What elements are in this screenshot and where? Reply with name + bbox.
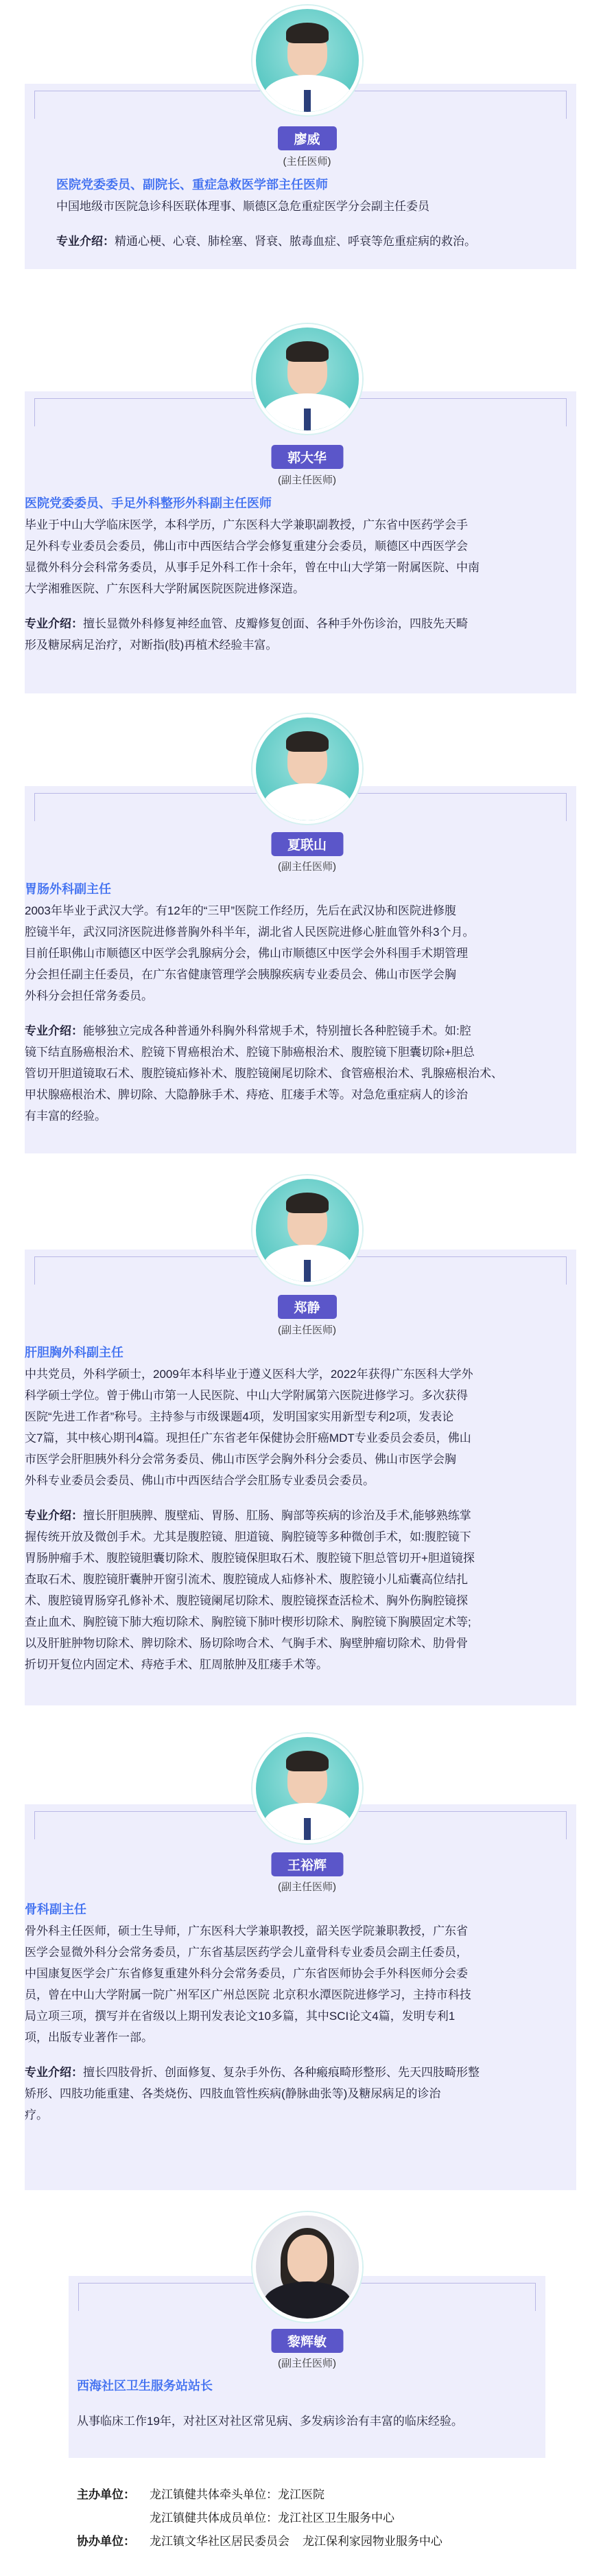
doctor-title: 医院党委委员、手足外科整形外科副主任医师 (25, 496, 272, 510)
doctor-intro-line: 专业介绍：能够独立完成各种普通外科胸外科常规手术，特别擅长各种腔镜手术。如:腔 (25, 1024, 471, 1037)
doctor-desc-line: 中共党员，外科学硕士，2009年本科毕业于遵义医科大学，2022年获得广东医科大学外 (25, 1368, 473, 1381)
doctor-photo (252, 714, 362, 824)
intro-label: 专业介绍： (25, 2066, 83, 2079)
doctor-intro-line: 专业介绍：擅长四肢骨折、创面修复、复杂手外伤、各种瘢痕畸形整形、先天四肢畸形整 (25, 2066, 480, 2079)
doctor-name-badge: 夏联山 (271, 832, 343, 856)
doctor-intro: 专业介绍：精通心梗、心衰、肺栓塞、肾衰、脓毒血症、呼衰等危重症病的救治。 (56, 235, 476, 248)
doctor-intro-line: 胃肠肿瘤手术、腹腔镜胆囊切除术、腹腔镜保胆取石术、腹腔镜下胆总管切开+胆道镜探 (25, 1552, 475, 1565)
doctor-role: (副主任医师) (278, 1324, 336, 1336)
doctor-desc-line: 中国康复医学会广东省修复重建外科分会常务委员，广东省医师协会手外科医师分会委 (25, 1967, 468, 1980)
doctor-intro-line: 甲状腺癌根治术、脾切除、大隐静脉手术、痔疮、肛瘘手术等。对急危重症病人的诊治 (25, 1088, 468, 1101)
doctor-intro-line: 折切开复位内固定术、痔疮手术、肛周脓肿及肛瘘手术等。 (25, 1658, 328, 1671)
intro-label: 专业介绍： (56, 235, 115, 248)
doctor-photo (252, 1734, 362, 1843)
doctor-photo (252, 2212, 362, 2322)
doctor-photo (252, 324, 362, 434)
doctor-content (25, 493, 589, 656)
doctor-desc-line: 腔镜半年，武汉同济医院进修普胸外科半年，湖北省人民医院进修心脏血管外科3个月。 (25, 925, 475, 939)
organizer-footer (77, 2483, 442, 2553)
doctor-intro-line: 专业介绍：擅长显微外科修复神经血管、皮瓣修复创面、各种手外伤诊治，四肢先天畸 (25, 617, 468, 630)
doctor-desc-line: 外科分会担任常务委员。 (25, 989, 153, 1002)
doctor-content (25, 1899, 589, 2126)
doctor-name-badge: 郑静 (277, 1295, 336, 1319)
doctor-desc-line: 大学湘雅医院、广东医科大学附属医院医院进修深造。 (25, 582, 305, 595)
doctor-desc-line: 目前任职佛山市顺德区中医学会乳腺病分会，佛山市顺德区中医学会外科围手术期管理 (25, 947, 468, 960)
doctor-desc-line: 毕业于中山大学临床医学，本科学历，广东医科大学兼职副教授，广东省中医药学会手 (25, 518, 468, 531)
doctor-desc-line: 骨外科主任医师，硕士生导师，广东医科大学兼职教授，韶关医学院兼职教授，广东省 (25, 1924, 468, 1937)
doctor-title: 肝胆胸外科副主任 (25, 1346, 123, 1359)
doctor-role: (副主任医师) (278, 1881, 336, 1893)
doctor-desc-line: 显微外科分会科常务委员，从事手足外科工作十余年，曾在中山大学第一附属医院、中南 (25, 561, 480, 574)
doctor-intro-line: 有丰富的经验。 (25, 1109, 106, 1123)
doctor-desc-line: 2003年毕业于武汉大学。有12年的“三甲”医院工作经历，先后在武汉协和医院进修腹 (25, 904, 457, 917)
doctor-title: 胃肠外科副主任 (25, 882, 111, 896)
doctor-intro-line: 术、腹腔镜胃肠穿孔修补术、腹腔镜阑尾切除术、腹腔镜探查活检术、胸外伤胸腔镜探 (25, 1594, 468, 1607)
doctor-photo (252, 1175, 362, 1285)
doctor-name-badge: 郭大华 (271, 445, 343, 469)
doctor-intro-line: 管切开胆道镜取石术、腹腔镜疝修补术、腹腔镜阑尾切除术、食管癌根治术、乳腺癌根治术、 (25, 1067, 503, 1080)
doctor-content (56, 174, 558, 252)
doctor-desc-line: 科学硕士学位。曾于佛山市第一人民医院、中山大学附属第六医院进修学习。多次获得 (25, 1389, 468, 1402)
co-line: 龙江镇文华社区居民委员会 龙江保利家园物业服务中心 (150, 2535, 442, 2548)
co-label: 协办单位： (77, 2535, 135, 2548)
doctor-desc-line: 外科专业委员会委员、佛山市中西医结合学会肛肠专业委员会委员。 (25, 1474, 375, 1487)
doctor-intro-line: 握传统开放及微创手术。尤其是腹腔镜、胆道镜、胸腔镜等多种微创手术，如:腹腔镜下 (25, 1530, 471, 1543)
doctor-desc-line: 项，出版专业著作一部。 (25, 2031, 153, 2044)
host-row-2 (77, 2507, 442, 2530)
doctor-intro-line: 矫形、四肢功能重建、各类烧伤、四肢血管性疾病(静脉曲张等)及糖尿病足的诊治 (25, 2087, 441, 2100)
doctor-intro-line: 查取石术、腹腔镜肝囊肿开窗引流术、腹腔镜成人疝修补术、腹腔镜小儿疝囊高位结扎 (25, 1573, 468, 1586)
doctor-title: 西海社区卫生服务站站长 (77, 2379, 213, 2393)
doctor-desc-line: 员，曾在中山大学附属一院广州军区广州总医院 北京积水潭医院进修学习，主持市科技 (25, 1988, 471, 2001)
doctor-role: (副主任医师) (278, 474, 336, 486)
doctor-intro-line: 镜下结直肠癌根治术、腔镜下胃癌根治术、腔镜下肺癌根治术、腹腔镜下胆囊切除+胆总 (25, 1046, 475, 1059)
doctor-role: (副主任医师) (278, 2358, 336, 2369)
doctor-role: (主任医师) (283, 156, 331, 168)
doctor-desc-line: 医学会显微外科分会常务委员，广东省基层医药学会儿童骨科专业委员会副主任委员， (25, 1946, 468, 1959)
doctor-intro-line: 以及肝脏肿物切除术、脾切除术、肠切除吻合术、气胸手术、胸壁肿瘤切除术、肋骨骨 (25, 1637, 468, 1650)
intro-label: 专业介绍： (25, 1509, 83, 1522)
doctor-desc-line: 从事临床工作19年，对社区对社区常见病、多发病诊治有丰富的临床经验。 (77, 2415, 463, 2428)
doctor-intro-line: 形及糖尿病足治疗，对断指(肢)再植术经验丰富。 (25, 639, 278, 652)
host-label: 主办单位： (77, 2488, 135, 2501)
intro-label: 专业介绍： (25, 1024, 83, 1037)
host-line: 龙江镇健共体牵头单位：龙江医院 (150, 2488, 324, 2501)
doctor-name-badge: 黎辉敏 (271, 2329, 343, 2353)
doctor-title: 骨科副主任 (25, 1902, 86, 1916)
doctor-content (25, 1342, 589, 1675)
doctor-desc-line: 医院“先进工作者”称号。主持参与市级课题4项，发明国家实用新型专利2项，发表论 (25, 1410, 454, 1423)
doctor-desc-line: 市医学会肝胆胰外科分会常务委员、佛山市医学会胸外科分会委员、佛山市医学会胸 (25, 1453, 456, 1466)
doctor-content (77, 2376, 545, 2432)
doctor-content (25, 879, 589, 1127)
doctor-role: (副主任医师) (278, 861, 336, 873)
doctor-desc: 中国地级市医院急诊科医联体理事、顺德区急危重症医学分会副主任委员 (56, 200, 429, 213)
co-row (77, 2530, 442, 2553)
doctor-title: 医院党委委员、副院长、重症急救医学部主任医师 (56, 178, 328, 192)
doctor-photo (252, 5, 362, 115)
doctor-intro-line: 查止血术、胸腔镜下肺大疱切除术、胸腔镜下肺叶楔形切除术、胸腔镜下胸膜固定术等; (25, 1615, 471, 1629)
doctor-desc-line: 分会担任副主任委员，在广东省健康管理学会胰腺疾病专业委员会、佛山市医学会胸 (25, 968, 456, 981)
doctor-name-badge: 廖威 (277, 126, 336, 150)
doctor-desc-line: 足外科专业委员会委员，佛山市中西医结合学会修复重建分会委员，顺德区中西医学会 (25, 540, 468, 553)
host-row (77, 2483, 442, 2507)
doctor-desc-line: 局立项三项，撰写并在省级以上期刊发表论文10多篇，其中SCI论文4篇，发明专利1 (25, 2010, 456, 2023)
doctor-desc-line: 文7篇，其中核心期刊4篇。现担任广东省老年保健协会肝癌MDT专业委员会委员，佛山 (25, 1431, 471, 1445)
doctor-intro-line: 专业介绍：擅长肝胆胰脾、腹壁疝、胃肠、肛肠、胸部等疾病的诊治及手术,能够熟练掌 (25, 1509, 471, 1522)
host-line: 龙江镇健共体成员单位：龙江社区卫生服务中心 (150, 2511, 394, 2525)
doctor-name-badge: 王裕辉 (271, 1852, 343, 1876)
intro-label: 专业介绍： (25, 617, 83, 630)
doctor-intro-line: 疗。 (25, 2108, 48, 2121)
